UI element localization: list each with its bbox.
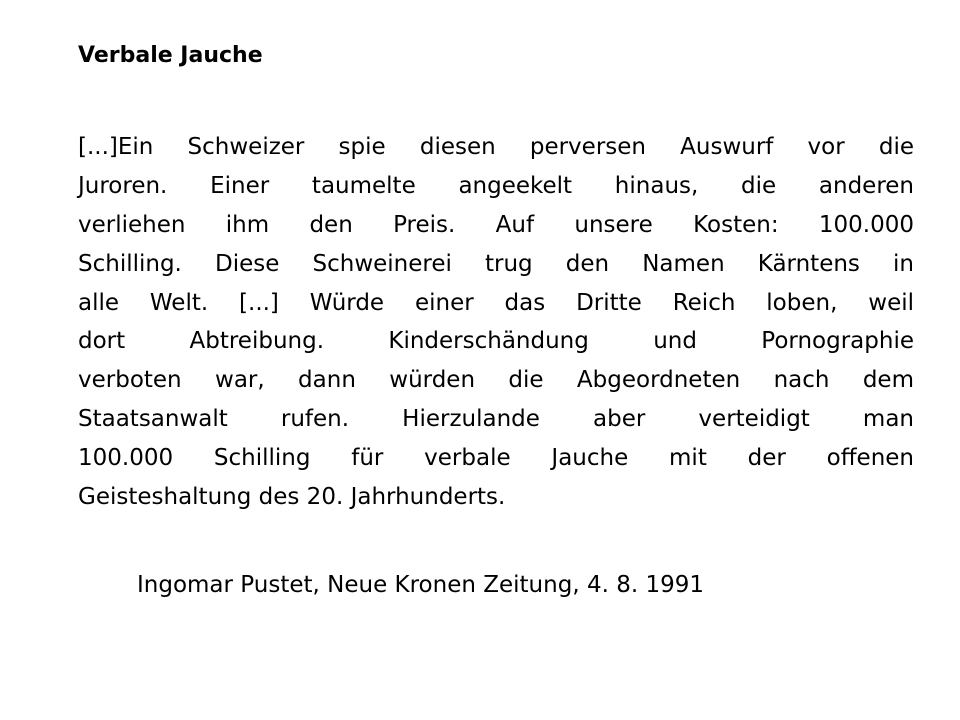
quote-line: Staatsanwalt rufen. Hierzulande aber verteidigt man bbox=[78, 406, 914, 433]
quote-line: dort Abtreibung. Kinderschändung und Pornographie bbox=[78, 328, 914, 355]
quote-line: Schilling. Diese Schweinerei trug den Namen Kärntens in bbox=[78, 250, 914, 277]
quote-line: alle Welt. [...] Würde einer das Dritte Reich loben, weil bbox=[78, 289, 914, 316]
quote-line: Geisteshaltung des 20. Jahrhunderts. bbox=[78, 484, 506, 511]
quote-line: [...]Ein Schweizer spie diesen perversen Auswurf vor die bbox=[78, 134, 914, 160]
quote-attribution: Ingomar Pustet, Neue Kronen Zeitung, 4. 8. 1991 bbox=[137, 572, 704, 598]
document-title: Verbale Jauche bbox=[78, 43, 263, 68]
quote-line: 100.000 Schilling für verbale Jauche mit der offenen bbox=[78, 445, 914, 472]
quote-line: Juroren. Einer taumelte angeekelt hinaus, die anderen bbox=[78, 172, 914, 199]
quote-line: verliehen ihm den Preis. Auf unsere Kosten: 100.000 bbox=[78, 211, 914, 238]
quote-body bbox=[78, 128, 938, 517]
quote-line: verboten war, dann würden die Abgeordneten nach dem bbox=[78, 367, 914, 394]
